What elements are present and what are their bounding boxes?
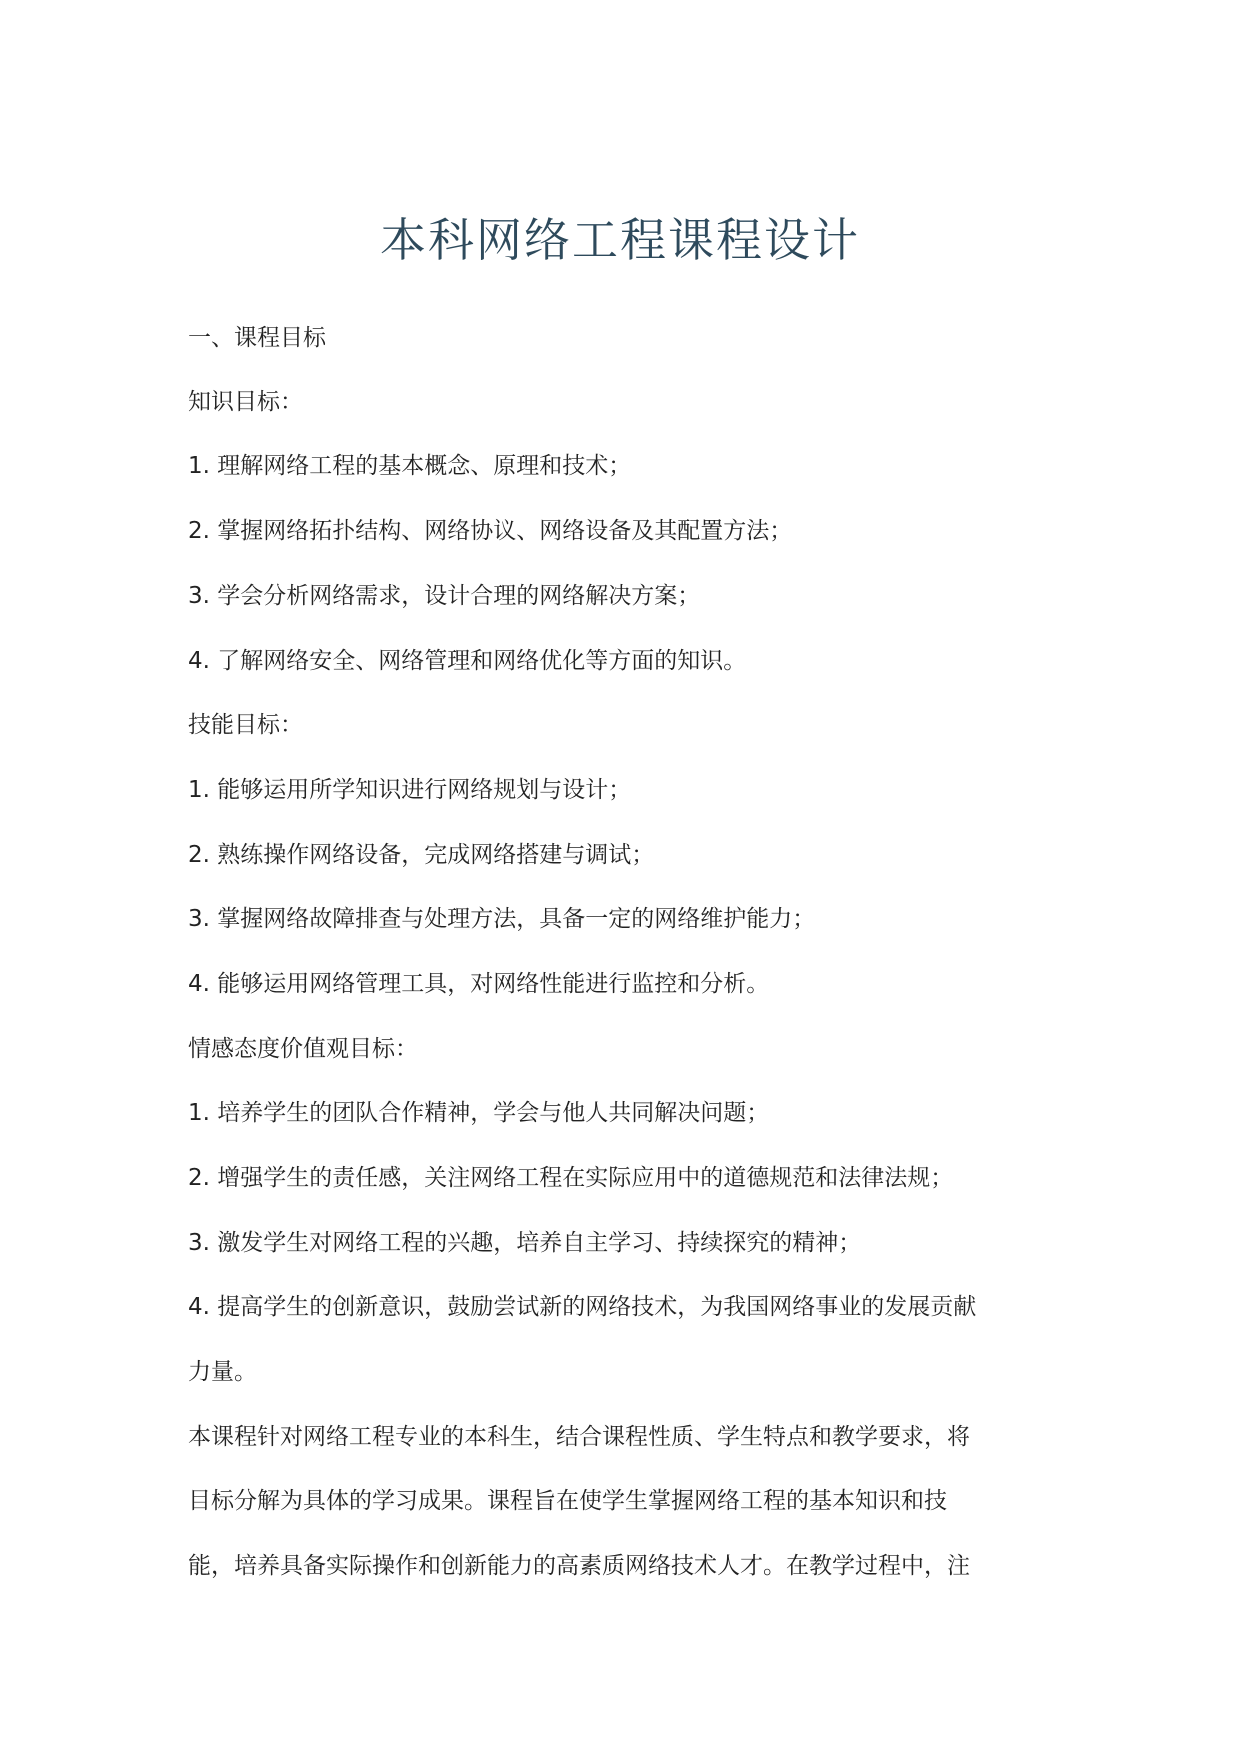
skills-item-1: 1. 能够运用所学知识进行网络规划与设计； — [188, 777, 632, 803]
knowledge-item-1: 1. 理解网络工程的基本概念、原理和技术； — [188, 453, 632, 479]
summary-line-2: 目标分解为具体的学习成果。课程旨在使学生掌握网络工程的基本知识和技 — [188, 1488, 947, 1514]
attitude-item-3: 3. 激发学生对网络工程的兴趣，培养自主学习、持续探究的精神； — [188, 1230, 862, 1256]
knowledge-item-3: 3. 学会分析网络需求，设计合理的网络解决方案； — [188, 583, 701, 609]
attitude-item-2: 2. 增强学生的责任感，关注网络工程在实际应用中的道德规范和法律法规； — [188, 1165, 954, 1191]
attitude-heading: 情感态度价值观目标： — [188, 1036, 418, 1062]
skills-item-2: 2. 熟练操作网络设备，完成网络搭建与调试； — [188, 842, 655, 868]
document-title: 本科网络工程课程设计 — [380, 213, 860, 267]
skills-item-4: 4. 能够运用网络管理工具，对网络性能进行监控和分析。 — [188, 971, 770, 997]
attitude-item-4: 4. 提高学生的创新意识，鼓励尝试新的网络技术，为我国网络事业的发展贡献 — [188, 1294, 977, 1320]
skills-heading: 技能目标： — [188, 712, 303, 738]
knowledge-item-4: 4. 了解网络安全、网络管理和网络优化等方面的知识。 — [188, 648, 747, 674]
summary-line-1: 本课程针对网络工程专业的本科生，结合课程性质、学生特点和教学要求，将 — [188, 1424, 970, 1450]
section-heading: 一、课程目标 — [188, 325, 326, 351]
attitude-item-4-continued: 力量。 — [188, 1359, 257, 1385]
knowledge-item-2: 2. 掌握网络拓扑结构、网络协议、网络设备及其配置方法； — [188, 518, 793, 544]
skills-item-3: 3. 掌握网络故障排查与处理方法，具备一定的网络维护能力； — [188, 906, 816, 932]
summary-line-3: 能，培养具备实际操作和创新能力的高素质网络技术人才。在教学过程中，注 — [188, 1553, 970, 1579]
knowledge-heading: 知识目标： — [188, 389, 303, 415]
attitude-item-1: 1. 培养学生的团队合作精神，学会与他人共同解决问题； — [188, 1100, 770, 1126]
